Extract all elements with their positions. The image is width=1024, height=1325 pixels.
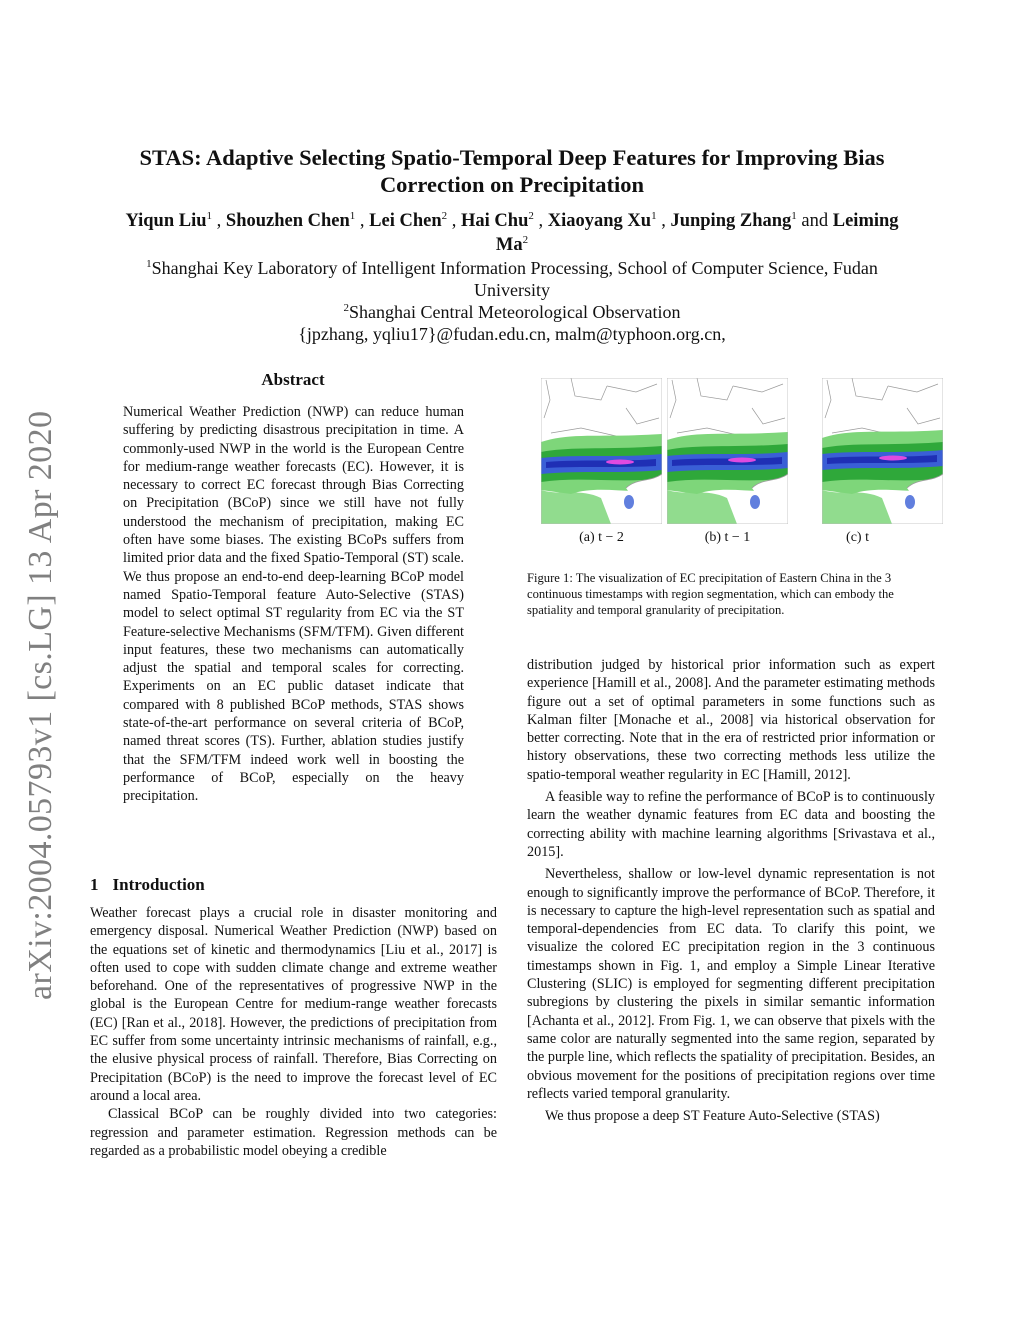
- author-name: Leiming Ma: [495, 211, 899, 255]
- precip-isolated-cell: [750, 495, 760, 509]
- author-name: Shouzhen Chen: [225, 211, 350, 231]
- arxiv-side-stamp: arXiv:2004.05793v1 [cs.LG] 13 Apr 2020: [22, 410, 59, 1000]
- precip-isolated-cell: [905, 495, 915, 509]
- right-paragraph-4: We thus propose a deep ST Feature Auto-Selective (STAS): [545, 1108, 880, 1125]
- author-affil-mark: 1: [651, 210, 657, 222]
- author-affil-mark: 2: [441, 210, 448, 222]
- figure-panel-a: [541, 378, 662, 524]
- figure-panel-c: [822, 378, 943, 524]
- section-heading-introduction: [90, 875, 205, 895]
- author-separator: ,: [661, 211, 666, 231]
- affiliation-2: [80, 301, 944, 323]
- author-separator: ,: [216, 211, 222, 231]
- intro-column: [90, 904, 497, 1160]
- affil-text-cont: University: [474, 280, 550, 300]
- section-title: Introduction: [112, 875, 205, 894]
- right-paragraph-3: Nevertheless, shallow or low-level dynamic representation is not enough to significantly improve the performance of BCoP. Therefore, it is necessary to capture the high-level representation such as spatial and temporal-dependencies from EC data. To clarify this point, we visualize the colored EC precipitation region in the 3 continuous timestamps shown in Fig. 1, and employ a Simple Linear Iterative Clustering (SLIC) is employed for segmenting different precipitation subregions by clustering the pixels in similar semantic information [Achanta et al., 2012]. From Fig. 1, we can observe that pixels with the same color are naturally segmented into the same region, separated by the purple line, which reflects the spatiality of precipitation. Besides, an obvious movement for the positions of precipitation regions over time reflects varied temporal granularity.: [527, 866, 935, 1102]
- right-column: [527, 656, 935, 1125]
- precip-isolated-cell: [624, 495, 634, 509]
- author-affil-mark: 1: [791, 210, 797, 222]
- right-paragraph-1: distribution judged by historical prior information such as expert experience [Hamill et al., 2008]. And the parameter estimating methods figure out a set of optimal parameters in some functions such as Kalman filter [Monache et al., 2008] via historical observation for better correcting. Note that in the era of restricted prior information or history observations, these two correcting methods less utilize the spatio-temporal weather regularity in EC [Hamill, 2012].: [527, 657, 935, 783]
- intro-paragraph-1: Weather forecast plays a crucial role in disaster monitoring and emergency disposal. Numerical Weather Prediction (NWP) based on the equations set of kinetic and thermodynamics [Liu et al., 2017] is often used to cope with sudden climate change and extreme weather beforehand. One of the representatives of progressive NWP in the global is the European Centre for medium-range weather forecasts (EC) [Ran et al., 2018]. However, the predictions of precipitation from EC suffer from some uncertainty intrinsic mechanisms of rainfall, e.g., the elusive physical process of rainfall. Therefore, Bias Correcting on Precipitation (BCoP) is the need to improve the forecast level of EC around a local area.: [90, 905, 497, 1104]
- author-name: Xiaoyang Xu: [547, 211, 652, 231]
- figure-1-caption: Figure 1: The visualization of EC precipitation of Eastern China in the 3 continuous timestamps with region segmentation, which can embody the spatiality and temporal granularity of precipitation.: [527, 571, 894, 617]
- affil-text: Shanghai Key Laboratory of Intelligent Information Processing, School of Computer Science, Fudan: [151, 258, 878, 278]
- author-separator: ,: [538, 211, 544, 231]
- author-affil-mark: 1: [349, 210, 356, 222]
- subcaption-b: (b) t − 1: [704, 530, 751, 545]
- figure-1: [541, 378, 935, 524]
- author-separator: ,: [451, 211, 457, 231]
- precip-extreme-core: [879, 456, 907, 461]
- affil-number: 1: [146, 258, 152, 270]
- title-line-1: STAS: Adaptive Selecting Spatio-Temporal Deep Features for Improving Bias: [139, 145, 885, 170]
- subcaption-a: (a) t − 2: [579, 530, 624, 545]
- author-name: Hai Chu: [461, 211, 529, 231]
- author-affil-mark: 2: [528, 210, 534, 222]
- section-number: 1: [90, 875, 99, 894]
- abstract-text: Numerical Weather Prediction (NWP) can reduce human suffering by predicting disastrous precipitation in time. A commonly-used NWP in the world is the European Centre for medium-range weather forecasts (EC). However, it is necessary to correct EC forecast through Bias Correcting on Precipitation (BCoP) since we still have not fully understood the mechanism of precipitation, making EC often have some biases. The existing BCoPs suffers from limited prior data and the fixed Spatio-Temporal (ST) scale. We thus propose an end-to-end deep-learning BCoP model named Spatio-Temporal feature Auto-Selective (STAS) model to select optimal ST regularity from EC via the ST Feature-selective Mechanisms (SFM/TFM). Given different input features, these two mechanisms can automatically adjust the spatial and temporal scales for correcting. Experiments on an EC public dataset indicate that compared with 8 published BCoP methods, STAS shows state-of-the-art performance on several criteria of BCoP, named threat scores (TS). Further, ablation studies justify that the SFM/TFM indeed work well in boosting the performance of BCoP, especially on the heavy precipitation.: [123, 404, 464, 805]
- author-separator: ,: [359, 211, 365, 231]
- author-affil-mark: 1: [206, 210, 213, 222]
- author-name: Yiqun Liu: [125, 211, 207, 231]
- figure-panel-b: [667, 378, 788, 524]
- title-line-2: Correction on Precipitation: [379, 172, 645, 197]
- right-paragraph-2: A feasible way to refine the performance of BCoP is to continuously learn the weather dynamic features from EC data and boosting the correcting ability with machine learning algorithms [Srivastava et al., 2015].: [527, 789, 935, 860]
- author-name: Junping Zhang: [670, 211, 792, 231]
- intro-paragraph-2: Classical BCoP can be roughly divided into two categories: regression and parameter estimation. Regression methods can be regarded as a probabilistic model obeying a credible: [90, 1106, 497, 1159]
- subcaption-c: (c) t: [846, 530, 869, 545]
- affil-number: 2: [343, 302, 350, 314]
- paper-title: [80, 144, 944, 198]
- author-affil-mark: 2: [522, 234, 529, 246]
- affiliation-1: [80, 257, 944, 301]
- affil-text: Shanghai Central Meteorological Observation: [349, 302, 681, 322]
- abstract-body: [123, 403, 464, 806]
- author-list: [110, 209, 914, 257]
- author-name: Lei Chen: [369, 211, 442, 231]
- precip-extreme-core: [728, 458, 756, 463]
- precip-extreme-core: [606, 460, 634, 465]
- abstract-heading: Abstract: [261, 370, 325, 389]
- author-emails: {jpzhang, yqliu17}@fudan.edu.cn, malm@typhoon.org.cn,: [298, 324, 726, 344]
- author-and: and: [801, 211, 829, 231]
